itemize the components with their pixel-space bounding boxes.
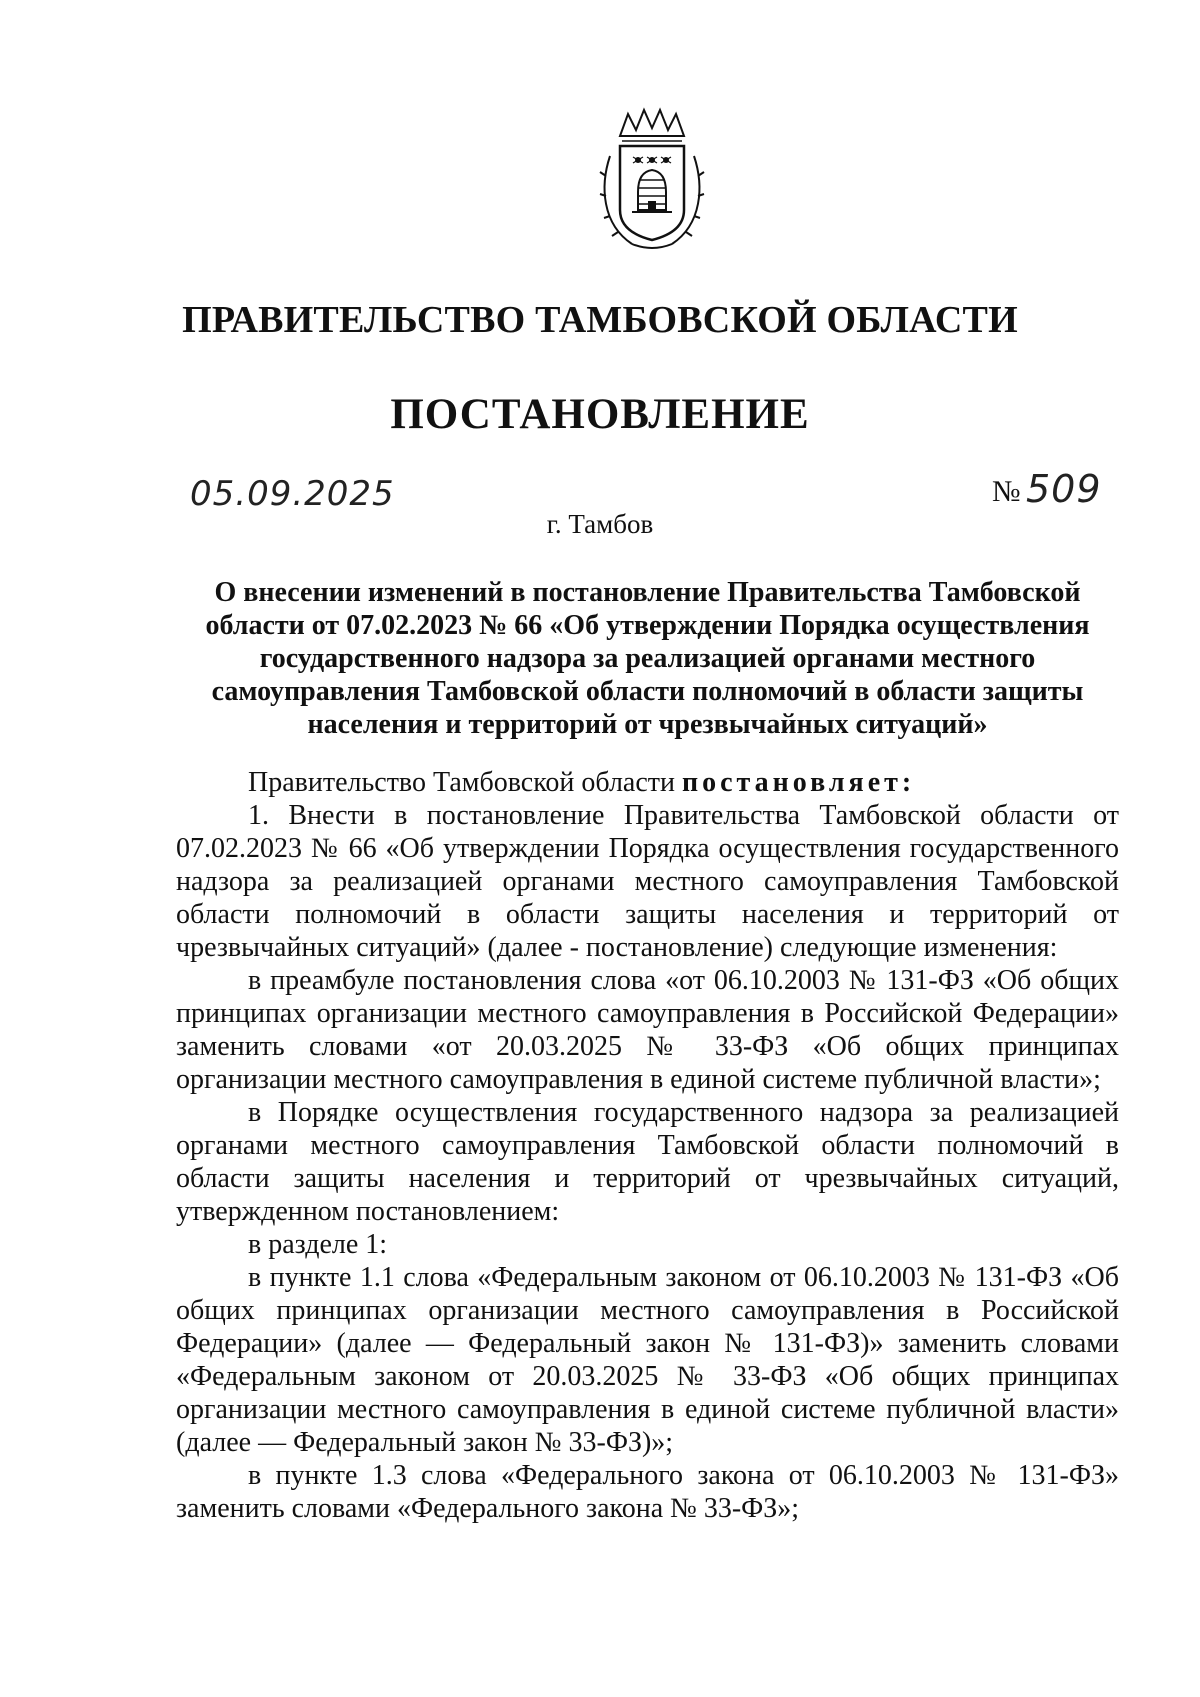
paragraph-6: в пункте 1.3 слова «Федерального закона от 06.10.2003 № 131-ФЗ» заменить словами «Федерального закона № 33-ФЗ»; [176,1460,1119,1524]
city-name: г. Тамбов [546,509,654,539]
paragraph-1: 1. Внести в постановление Правительства Тамбовской области от 07.02.2023 № 66 «Об утверждении Порядка осуществления государственного надзора за реализацией органами местного самоуправления Тамбовской области полномочий в области защиты населения и территорий от чрезвычайных ситуаций» (далее - постановление) следующие изменения: [176,800,1119,963]
document-title: О внесении изменений в постановление Правительства Тамбовской области от 07.02.2023 № 66 «Об утверждении Порядка осуществления государственного надзора за реализацией органами местного самоуправления Тамбовской области полномочий в области защиты населения и территорий от чрезвычайных ситуаций» [205,577,1090,740]
intro-paragraph [176,766,1119,799]
document-type: ПОСТАНОВЛЕНИЕ [390,391,810,438]
tambov-coat-of-arms-icon [596,106,708,254]
paragraph-4: в разделе 1: [248,1229,388,1260]
paragraph-2: в преамбуле постановления слова «от 06.10.2003 № 131-ФЗ «Об общих принципах организации местного самоуправления в Российской Федерации» заменить словами «от 20.03.2025 № 33-ФЗ «Об общих принципах организации местного самоуправления в единой системе публичной власти»; [176,965,1119,1095]
paragraph-5: в пункте 1.1 слова «Федеральным законом от 06.10.2003 № 131-ФЗ «Об общих принципах организации местного самоуправления в Российской Федерации» (далее — Федеральный закон № 131-ФЗ)» заменить словами «Федеральным законом от 20.03.2025 № 33-ФЗ «Об общих принципах организации местного самоуправления в единой системе публичной власти» (далее — Федеральный закон № 33-ФЗ)»; [176,1262,1119,1458]
number-label: № [992,475,1021,508]
document-body [176,766,1119,1525]
handwritten-number: 509 [1026,467,1102,511]
handwritten-date: 05.09.2025 [190,474,395,514]
intro-text: Правительство Тамбовской области [248,767,675,798]
paragraph-3: в Порядке осуществления государственного надзора за реализацией органами местного самоуправления Тамбовской области полномочий в области защиты населения и территорий от чрезвычайных ситуаций, утвержденном постановлением: [176,1097,1119,1227]
organization-name: ПРАВИТЕЛЬСТВО ТАМБОВСКОЙ ОБЛАСТИ [182,299,1018,341]
decree-word: постановляет: [682,767,916,798]
